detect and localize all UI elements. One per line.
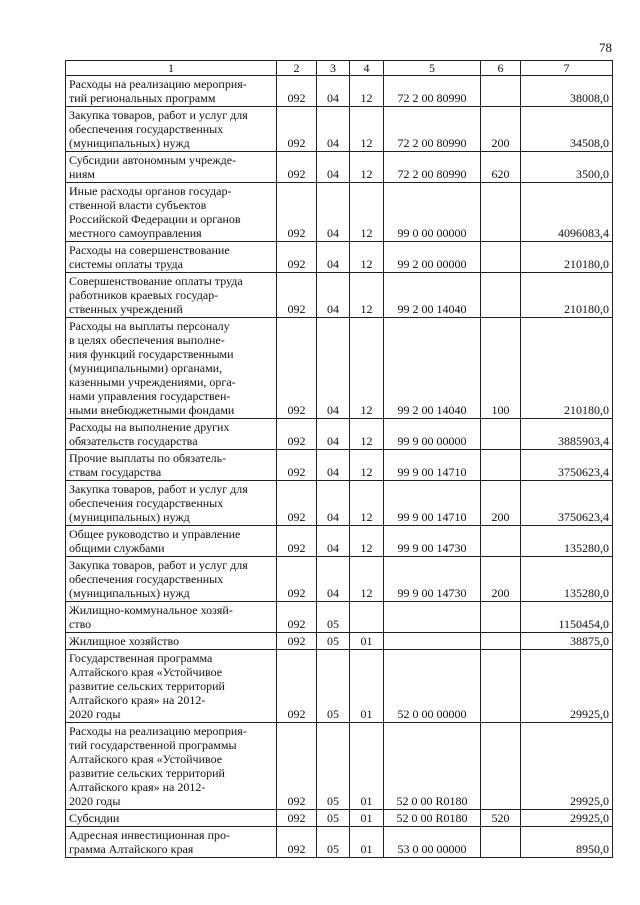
table-row xyxy=(66,273,613,318)
row-subsection-code: 12 xyxy=(350,152,384,183)
row-subsection-code: 12 xyxy=(350,76,384,107)
row-ved-code: 092 xyxy=(277,242,317,273)
row-amount: 210180,0 xyxy=(521,318,613,419)
row-name: Государственная программа Алтайского края «Устойчивое развитие сельских территорий Алтайского края» на 2012- 2020 годы xyxy=(66,650,277,723)
row-amount: 3500,0 xyxy=(521,152,613,183)
row-name: Субсидии автономным учрежде- ниям xyxy=(66,152,277,183)
row-subsection-code: 12 xyxy=(350,481,384,526)
row-section-code: 05 xyxy=(317,602,350,633)
row-amount: 210180,0 xyxy=(521,242,613,273)
row-section-code: 04 xyxy=(317,526,350,557)
row-subsection-code: 01 xyxy=(350,810,384,827)
row-section-code: 05 xyxy=(317,723,350,810)
row-section-code: 04 xyxy=(317,557,350,602)
row-subsection-code: 12 xyxy=(350,419,384,450)
row-section-code: 04 xyxy=(317,242,350,273)
table-body xyxy=(66,76,613,858)
table-row xyxy=(66,152,613,183)
row-section-code: 04 xyxy=(317,183,350,242)
row-name: Жилищное хозяйство xyxy=(66,633,277,650)
row-name: Субсидии xyxy=(66,810,277,827)
row-target-article: 99 9 00 14710 xyxy=(384,481,481,526)
row-ved-code: 092 xyxy=(277,810,317,827)
table-row xyxy=(66,481,613,526)
row-section-code: 04 xyxy=(317,107,350,152)
row-expense-type xyxy=(481,633,521,650)
row-amount: 3885903,4 xyxy=(521,419,613,450)
header-col-4: 4 xyxy=(350,61,384,76)
row-ved-code: 092 xyxy=(277,650,317,723)
row-amount: 135280,0 xyxy=(521,526,613,557)
row-target-article: 99 2 00 14040 xyxy=(384,318,481,419)
table-row xyxy=(66,242,613,273)
row-section-code: 04 xyxy=(317,273,350,318)
row-subsection-code: 01 xyxy=(350,650,384,723)
table-row xyxy=(66,633,613,650)
header-col-7: 7 xyxy=(521,61,613,76)
row-expense-type: 200 xyxy=(481,557,521,602)
row-expense-type xyxy=(481,827,521,858)
row-subsection-code: 12 xyxy=(350,526,384,557)
row-target-article: 53 0 00 00000 xyxy=(384,827,481,858)
row-name: Расходы на совершенствование системы оплаты труда xyxy=(66,242,277,273)
table-row xyxy=(66,557,613,602)
row-amount: 4096083,4 xyxy=(521,183,613,242)
row-expense-type: 200 xyxy=(481,107,521,152)
row-ved-code: 092 xyxy=(277,183,317,242)
row-subsection-code: 12 xyxy=(350,318,384,419)
row-target-article: 72 2 00 80990 xyxy=(384,152,481,183)
row-amount: 3750623,4 xyxy=(521,481,613,526)
row-ved-code: 092 xyxy=(277,419,317,450)
row-amount: 29925,0 xyxy=(521,650,613,723)
row-amount: 135280,0 xyxy=(521,557,613,602)
table-row xyxy=(66,526,613,557)
row-amount: 1150454,0 xyxy=(521,602,613,633)
row-expense-type: 100 xyxy=(481,318,521,419)
row-amount: 210180,0 xyxy=(521,273,613,318)
row-amount: 29925,0 xyxy=(521,723,613,810)
row-target-article: 52 0 00 00000 xyxy=(384,650,481,723)
row-subsection-code: 12 xyxy=(350,242,384,273)
row-ved-code: 092 xyxy=(277,450,317,481)
row-name: Закупка товаров, работ и услуг для обеспечения государственных (муниципальных) нужд xyxy=(66,557,277,602)
table-row xyxy=(66,183,613,242)
row-section-code: 04 xyxy=(317,450,350,481)
row-target-article: 72 2 00 80990 xyxy=(384,76,481,107)
row-amount: 29925,0 xyxy=(521,810,613,827)
row-amount: 3750623,4 xyxy=(521,450,613,481)
table-row xyxy=(66,419,613,450)
table-row xyxy=(66,318,613,419)
row-ved-code: 092 xyxy=(277,76,317,107)
row-ved-code: 092 xyxy=(277,557,317,602)
row-name: Закупка товаров, работ и услуг для обеспечения государственных (муниципальных) нужд xyxy=(66,107,277,152)
row-name: Расходы на выполнение других обязательств государства xyxy=(66,419,277,450)
row-expense-type: 620 xyxy=(481,152,521,183)
row-name: Жилищно-коммунальное хозяй- ство xyxy=(66,602,277,633)
table-row xyxy=(66,450,613,481)
row-target-article xyxy=(384,602,481,633)
row-name: Расходы на реализацию мероприя- тий региональных программ xyxy=(66,76,277,107)
row-expense-type xyxy=(481,419,521,450)
table-row xyxy=(66,107,613,152)
row-target-article: 99 2 00 14040 xyxy=(384,273,481,318)
row-section-code: 05 xyxy=(317,827,350,858)
row-name: Закупка товаров, работ и услуг для обеспечения государственных (муниципальных) нужд xyxy=(66,481,277,526)
row-section-code: 05 xyxy=(317,633,350,650)
row-ved-code: 092 xyxy=(277,318,317,419)
header-col-5: 5 xyxy=(384,61,481,76)
row-ved-code: 092 xyxy=(277,273,317,318)
row-section-code: 04 xyxy=(317,76,350,107)
table-row xyxy=(66,723,613,810)
row-section-code: 05 xyxy=(317,810,350,827)
row-name: Общее руководство и управление общими службами xyxy=(66,526,277,557)
row-target-article: 99 9 00 00000 xyxy=(384,419,481,450)
table-row xyxy=(66,810,613,827)
row-expense-type xyxy=(481,650,521,723)
table-row xyxy=(66,650,613,723)
row-amount: 8950,0 xyxy=(521,827,613,858)
row-target-article: 52 0 00 R0180 xyxy=(384,723,481,810)
row-target-article: 99 9 00 14710 xyxy=(384,450,481,481)
row-ved-code: 092 xyxy=(277,481,317,526)
row-expense-type: 520 xyxy=(481,810,521,827)
row-ved-code: 092 xyxy=(277,526,317,557)
table-row xyxy=(66,602,613,633)
row-subsection-code: 12 xyxy=(350,273,384,318)
row-section-code: 04 xyxy=(317,419,350,450)
row-target-article: 52 0 00 R0180 xyxy=(384,810,481,827)
row-ved-code: 092 xyxy=(277,602,317,633)
table-row xyxy=(66,827,613,858)
row-target-article: 99 9 00 14730 xyxy=(384,557,481,602)
row-ved-code: 092 xyxy=(277,152,317,183)
row-subsection-code xyxy=(350,602,384,633)
row-amount: 38875,0 xyxy=(521,633,613,650)
header-col-1: 1 xyxy=(66,61,277,76)
row-subsection-code: 12 xyxy=(350,557,384,602)
row-subsection-code: 12 xyxy=(350,450,384,481)
row-ved-code: 092 xyxy=(277,107,317,152)
row-expense-type xyxy=(481,723,521,810)
row-ved-code: 092 xyxy=(277,723,317,810)
row-ved-code: 092 xyxy=(277,827,317,858)
header-col-6: 6 xyxy=(481,61,521,76)
row-target-article: 99 2 00 00000 xyxy=(384,242,481,273)
row-subsection-code: 01 xyxy=(350,633,384,650)
row-amount: 38008,0 xyxy=(521,76,613,107)
row-expense-type xyxy=(481,450,521,481)
header-row xyxy=(66,61,613,76)
budget-table xyxy=(65,60,613,858)
row-expense-type xyxy=(481,526,521,557)
row-expense-type xyxy=(481,602,521,633)
row-target-article: 99 9 00 14730 xyxy=(384,526,481,557)
header-col-3: 3 xyxy=(317,61,350,76)
row-subsection-code: 01 xyxy=(350,723,384,810)
row-ved-code: 092 xyxy=(277,633,317,650)
row-name: Расходы на реализацию мероприя- тий государственной программы Алтайского края «Устойчивое развитие сельских территорий Алтайского края» на 2012- 2020 годы xyxy=(66,723,277,810)
table-row xyxy=(66,76,613,107)
header-col-2: 2 xyxy=(277,61,317,76)
row-expense-type xyxy=(481,76,521,107)
row-name: Прочие выплаты по обязатель- ствам государства xyxy=(66,450,277,481)
row-name: Расходы на выплаты персоналу в целях обеспечения выполне- ния функций государственными (муниципальными) органами, казенными учреждениями, орга- нами управления государствен- ными внебюджетными фондами xyxy=(66,318,277,419)
row-expense-type xyxy=(481,242,521,273)
row-subsection-code: 01 xyxy=(350,827,384,858)
row-expense-type xyxy=(481,273,521,318)
row-section-code: 04 xyxy=(317,152,350,183)
row-subsection-code: 12 xyxy=(350,183,384,242)
row-section-code: 04 xyxy=(317,318,350,419)
row-expense-type: 200 xyxy=(481,481,521,526)
row-amount: 34508,0 xyxy=(521,107,613,152)
row-name: Адресная инвестиционная про- грамма Алтайского края xyxy=(66,827,277,858)
row-name: Иные расходы органов государ- ственной власти субъектов Российской Федерации и органов местного самоуправления xyxy=(66,183,277,242)
row-section-code: 05 xyxy=(317,650,350,723)
row-target-article: 72 2 00 80990 xyxy=(384,107,481,152)
row-target-article xyxy=(384,633,481,650)
row-target-article: 99 0 00 00000 xyxy=(384,183,481,242)
row-expense-type xyxy=(481,183,521,242)
row-section-code: 04 xyxy=(317,481,350,526)
row-name: Совершенствование оплаты труда работников краевых государ- ственных учреждений xyxy=(66,273,277,318)
row-subsection-code: 12 xyxy=(350,107,384,152)
page-number: 78 xyxy=(599,40,612,55)
